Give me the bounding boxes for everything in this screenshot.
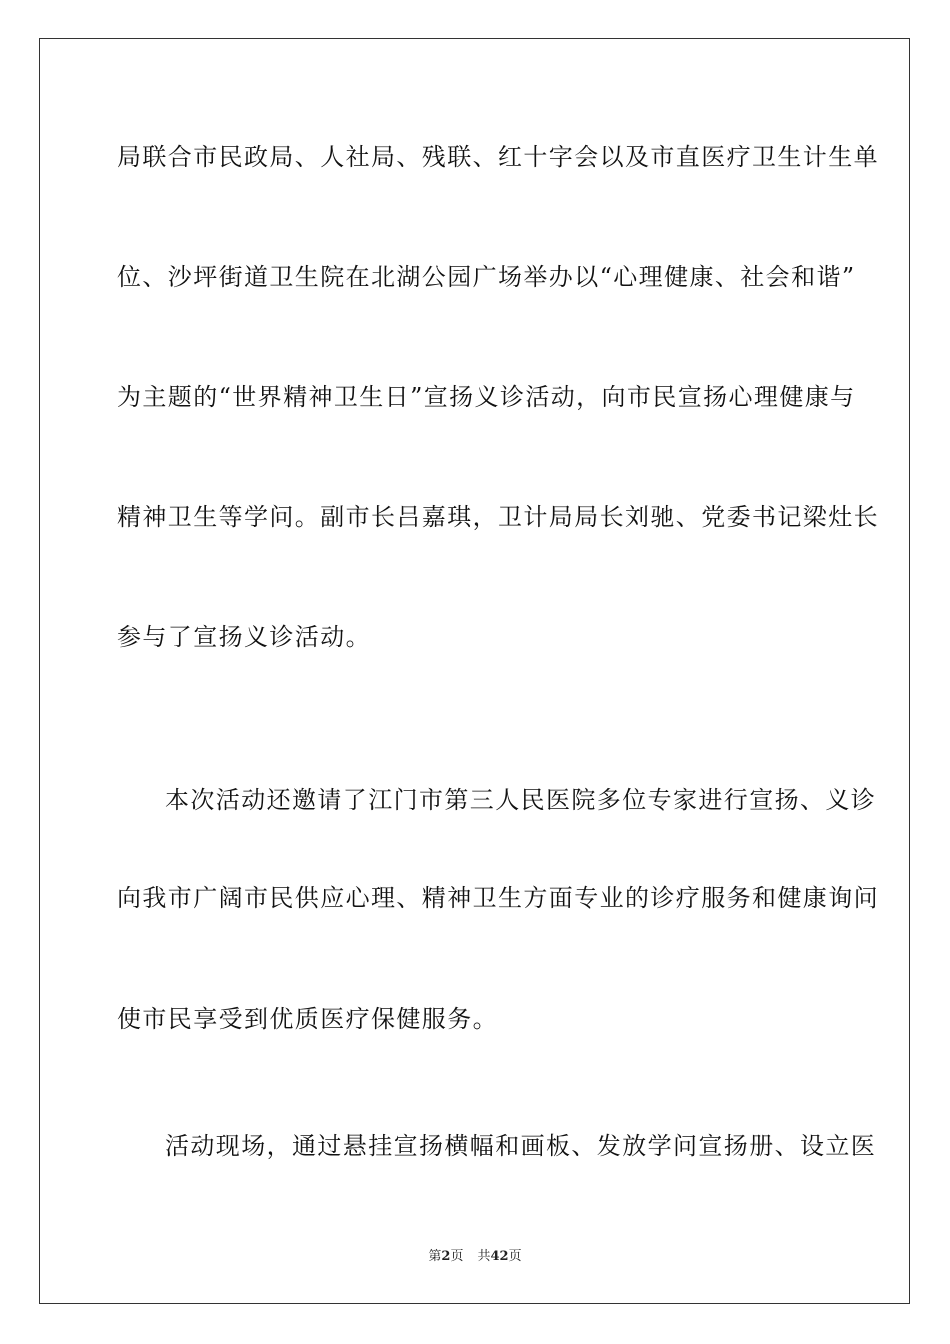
footer-total-prefix: 共 <box>477 1249 491 1264</box>
footer-total-pages: 42 <box>490 1249 509 1264</box>
footer-total-suffix: 页 <box>508 1249 522 1264</box>
footer-page-suffix: 页 <box>450 1249 464 1264</box>
body-line-4: 精神卫生等学问。副市长吕嘉琪，卫计局局长刘驰、党委书记梁灶长 <box>117 503 879 531</box>
page-frame <box>39 38 910 1304</box>
body-line-7: 向我市广阔市民供应心理、精神卫生方面专业的诊疗服务和健康询问 <box>117 884 879 912</box>
body-line-5: 参与了宣扬义诊活动。 <box>117 623 371 651</box>
page-footer <box>0 1249 950 1265</box>
body-line-6: 本次活动还邀请了江门市第三人民医院多位专家进行宣扬、义诊 <box>165 786 877 814</box>
body-line-2: 位、沙坪街道卫生院在北湖公园广场举办以“心理健康、社会和谐” <box>117 263 856 291</box>
footer-page-number: 2 <box>441 1249 451 1264</box>
footer-page-prefix: 第 <box>428 1249 442 1264</box>
body-line-3: 为主题的“世界精神卫生日”宣扬义诊活动，向市民宣扬心理健康与 <box>117 383 856 411</box>
body-line-9: 活动现场，通过悬挂宣扬横幅和画板、发放学问宣扬册、设立医 <box>165 1132 877 1160</box>
body-line-1: 局联合市民政局、人社局、残联、红十字会以及市直医疗卫生计生单 <box>117 143 879 171</box>
body-line-8: 使市民享受到优质医疗保健服务。 <box>117 1005 498 1033</box>
